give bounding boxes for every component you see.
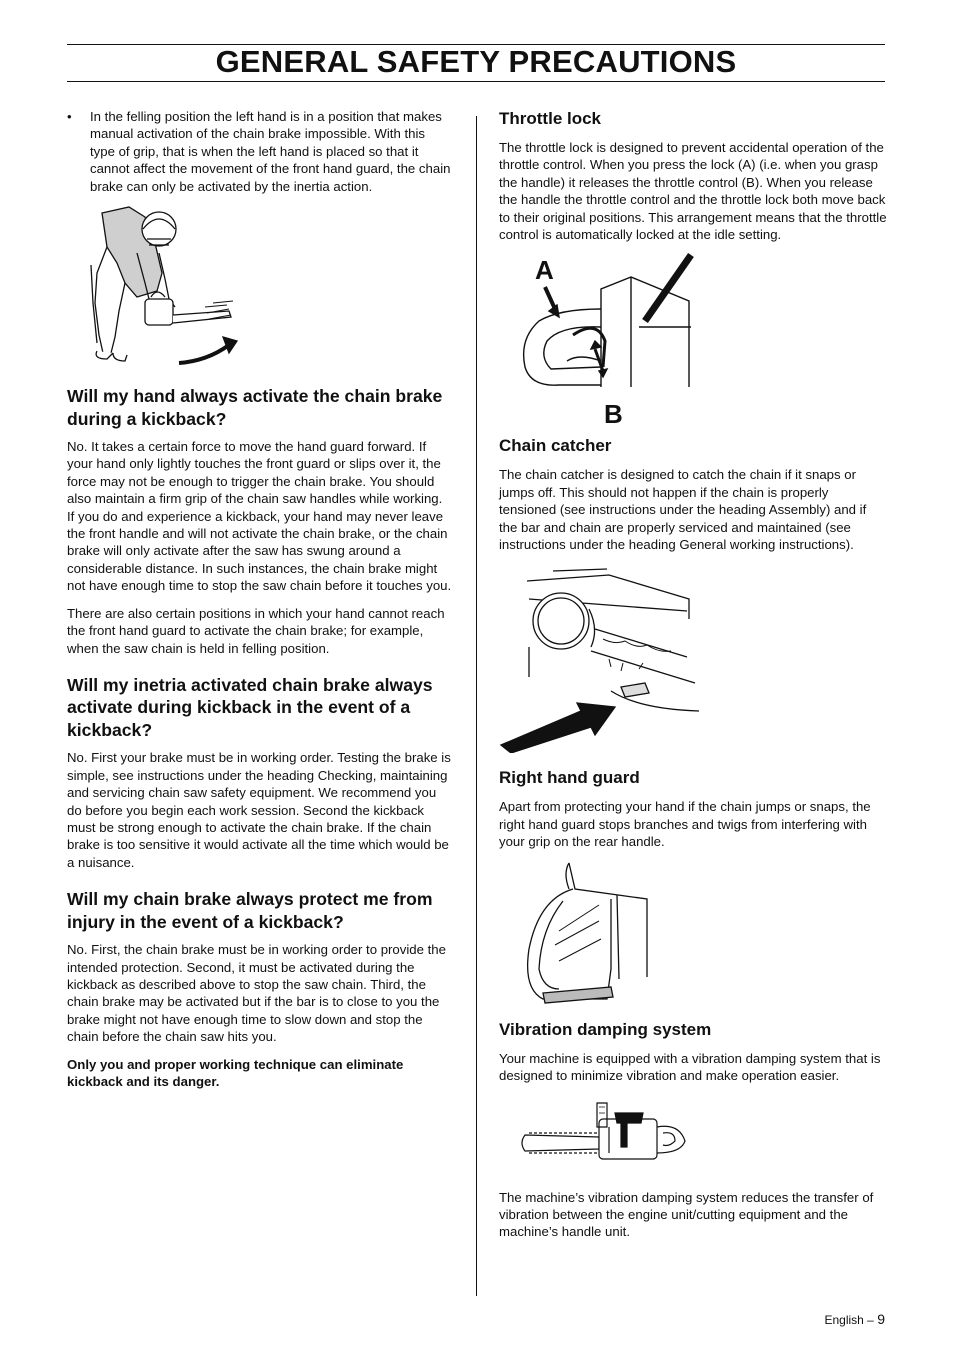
right-hand-guard-illustration [499, 859, 887, 1009]
heading-chain-catcher: Chain catcher [499, 436, 612, 456]
left-column [67, 108, 453, 1091]
right-column [499, 108, 887, 1241]
header-rule-bottom [67, 81, 885, 82]
throttle-lock-illustration [499, 249, 887, 427]
paragraph-brake-protect: No. First, the chain brake must be in working order to provide the intended protection. Second, it must be activated during the kickback as described above to stop the saw chain. Third, the chain brake may be activated but if the bar is to close to you the brake might not have enough time to slow down and stop the chain before the chain saw hits you. [67, 942, 446, 1045]
heading-throttle-lock: Throttle lock [499, 109, 602, 128]
paragraph-hand-activate-2: There are also certain positions in which your hand cannot reach the front hand guard to activate the chain brake; for example, when the saw chain is held in felling position. [67, 605, 445, 656]
page-footer [824, 1311, 885, 1327]
bullet-felling-position [67, 108, 453, 195]
paragraph-right-hand-guard: Apart from protecting your hand if the chain jumps or snaps, the right hand guard stops branches and twigs from interfering with your grip on the rear handle. [499, 799, 871, 850]
paragraph-hand-activate-1: No. It takes a certain force to move the hand guard forward. If your hand only lightly touches the front guard or slips over it, the force may not be enough to trigger the chain brake. You should also maintain a firm grip of the chain saw handles while working. If you do and experience a kickback, your hand may never leave the front handle and will not activate the chain brake, or the chain brake will only activate after the saw has swung around a considerable distance. In such instances, the chain brake might not have enough time to stop the saw chain before it touches you. [67, 439, 452, 594]
heading-right-hand-guard: Right hand guard [499, 768, 640, 788]
paragraph-inertia-brake: No. First your brake must be in working order. Testing the brake is simple, see instructions under the heading Checking, maintaining and servicing chain saw safety equipment. We recommend you do before you begin each work session. Second the kickback must be strong enough to activate the chain brake. If the chain brake is too sensitive it would activate all the time which would be a nuisance. [67, 750, 451, 870]
footer-language: English [824, 1313, 864, 1327]
page-number: 9 [877, 1311, 885, 1327]
label-a: A [535, 255, 554, 286]
paragraph-chain-catcher: The chain catcher is designed to catch the chain if it snaps or jumps off. This should not happen if the chain is properly tensioned (see instructions under the heading Assembly) and if the bar and chain are properly serviced and maintained (see instructions under the heading General working instructions). [499, 467, 867, 553]
paragraph-vibration-damping-1: Your machine is equipped with a vibration damping system that is designed to minimize vibration and make operation easier. [499, 1050, 881, 1084]
felling-position-illustration [67, 203, 453, 375]
heading-brake-protect: Will my chain brake always protect me from injury in the event of a kickback? [67, 889, 433, 932]
label-b: B [604, 399, 623, 428]
heading-vibration-damping: Vibration damping system [499, 1019, 712, 1039]
heading-hand-activate: Will my hand always activate the chain brake during a kickback? [67, 386, 443, 429]
chain-catcher-illustration [499, 559, 887, 753]
page-title: GENERAL SAFETY PRECAUTIONS [215, 44, 737, 79]
footer-dash: – [867, 1313, 874, 1327]
heading-inertia-brake: Will my inetria activated chain brake always activate during kickback in the event of a kickback? [67, 674, 433, 740]
vibration-damping-illustration [499, 1093, 887, 1173]
bold-warning-note: Only you and proper working technique can eliminate kickback and its danger. [67, 1056, 404, 1090]
paragraph-throttle-lock: The throttle lock is designed to prevent accidental operation of the throttle control. When you press the lock (A) (i.e. when you grasp the handle) it releases the throttle control (B). When you release the handle the throttle control and the throttle lock both move back to their original positions. This arrangement means that the throttle control is automatically locked at the idle setting. [499, 140, 887, 243]
bullet-text: In the felling position the left hand is in a position that makes manual activation of the chain brake impossible. With this type of grip, that is when the left hand is placed so that it cannot affect the movement of the front hand guard, the chain brake can only be activated by the inertia action. [90, 109, 451, 194]
column-divider [476, 116, 477, 1296]
paragraph-vibration-damping-2: The machine’s vibration damping system reduces the transfer of vibration between the engine unit/cutting equipment and the machine’s handle unit. [499, 1189, 874, 1240]
bullet-marker: • [67, 109, 72, 124]
